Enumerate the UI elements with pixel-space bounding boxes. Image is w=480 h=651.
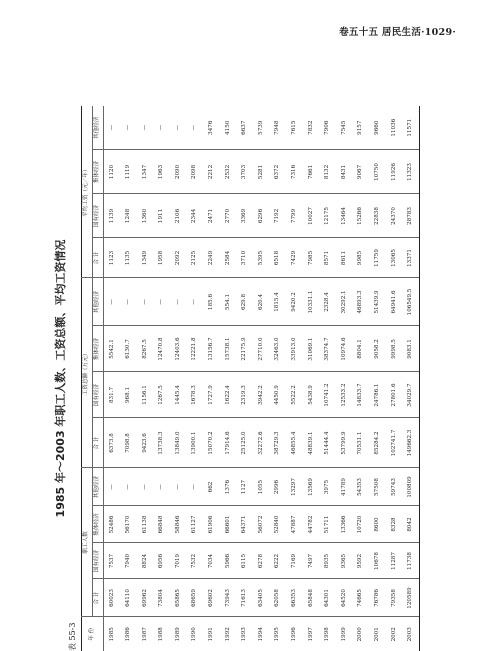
table-cell: 1911	[154, 194, 171, 238]
table-cell: 7799	[287, 194, 304, 238]
table-cell: —	[137, 278, 154, 326]
table-cell: 2532	[220, 150, 237, 194]
table-cell: —	[121, 468, 138, 506]
table-cell: 7832	[303, 106, 320, 150]
table-cell: 22175.9	[237, 326, 254, 372]
table-cell: 6115	[237, 543, 254, 579]
table-cell: 65848	[303, 579, 320, 617]
table-cell: 7316	[287, 150, 304, 194]
header-sub-total: 合 计	[93, 238, 104, 278]
table-cell: 629.8	[237, 278, 254, 326]
table-cell: 66353	[287, 579, 304, 617]
table-row	[370, 106, 387, 651]
table-cell: 6222	[270, 543, 287, 579]
year-cell: 1994	[253, 617, 270, 651]
table-cell: 9365	[336, 543, 353, 579]
table-cell: 2125	[187, 238, 204, 278]
table-cell: 13569	[303, 468, 320, 506]
year-cell: 2000	[353, 617, 370, 651]
table-cell: —	[154, 468, 171, 506]
table-cell: 1815.4	[270, 278, 287, 326]
header-sub-collective: 集体经济	[93, 326, 104, 372]
table-cell: 71613	[237, 579, 254, 617]
table-cell: 66601	[220, 506, 237, 543]
table-cell: 2212	[204, 150, 221, 194]
rotated-table-block	[52, 106, 447, 651]
table-row	[237, 106, 254, 651]
header-sub-total: 合 计	[93, 418, 104, 468]
table-number-label: 表 55-3	[68, 622, 77, 651]
header-sub-state: 国有经济	[93, 194, 104, 238]
header-sub-collective: 集体经济	[93, 506, 104, 543]
table-cell: 61138	[137, 506, 154, 543]
table-cell: 6130.7	[121, 326, 138, 372]
table-cell: 120589	[403, 579, 420, 617]
table-cell: 64371	[237, 506, 254, 543]
table-cell: 1156.1	[137, 372, 154, 418]
table-cell: 2328.4	[320, 278, 337, 326]
table-cell: 34029.7	[403, 372, 420, 418]
table-cell: 13900.1	[187, 418, 204, 468]
table-cell: 11926	[386, 150, 403, 194]
table-cell: 12533.2	[336, 372, 353, 418]
table-cell: 620.4	[253, 278, 270, 326]
table-cell: 69602	[204, 579, 221, 617]
header-row-groups	[82, 106, 93, 651]
table-cell: 56072	[253, 506, 270, 543]
table-cell: 73804	[154, 579, 171, 617]
table-cell: 1139	[104, 194, 121, 238]
table-cell: 7661	[303, 150, 320, 194]
table-cell: 3703	[237, 150, 254, 194]
table-cell: 25125.0	[237, 418, 254, 468]
table-cell: 8042	[403, 506, 420, 543]
table-cell: 13849.0	[170, 418, 187, 468]
table-cell: 61127	[187, 506, 204, 543]
table-cell: 62058	[270, 579, 287, 617]
table-cell: 38374.7	[320, 326, 337, 372]
table-cell: 8267.5	[137, 326, 154, 372]
table-row	[336, 106, 353, 651]
table-cell: 64301	[320, 579, 337, 617]
header-sub-collective: 集体经济	[93, 150, 104, 194]
table-cell: 46855.4	[287, 418, 304, 468]
table-cell: 59743	[386, 468, 403, 506]
table-cell: 13738.3	[154, 418, 171, 468]
header-wages-group: 工资总额（万元）	[82, 278, 93, 468]
table-cell: 9592	[353, 543, 370, 579]
table-cell: 8824	[137, 543, 154, 579]
table-cell: 1055	[253, 468, 270, 506]
table-cell: 11287	[386, 543, 403, 579]
table-cell: 9998.5	[386, 326, 403, 372]
table-cell: 8571	[320, 238, 337, 278]
table-cell: 3975	[320, 468, 337, 506]
table-cell: 2471	[204, 194, 221, 238]
table-cell: 66848	[154, 506, 171, 543]
table-cell: 7615	[287, 106, 304, 150]
table-cell: 76786	[370, 579, 387, 617]
table-cell: 8935	[320, 543, 337, 579]
table-cell: 22838	[370, 194, 387, 238]
table-cell: 10741.2	[320, 372, 337, 418]
table-cell: 15738.1	[220, 326, 237, 372]
table-cell: 48839.1	[303, 418, 320, 468]
table-cell: 52840	[270, 506, 287, 543]
table-cell: 44782	[303, 506, 320, 543]
table-cell: 58846	[170, 506, 187, 543]
table-cell: 3369	[237, 194, 254, 238]
table-cell: 2090	[170, 150, 187, 194]
table-cell: 54353	[353, 468, 370, 506]
table-cell: 554.1	[220, 278, 237, 326]
table-cell: 831.7	[104, 372, 121, 418]
table-cell: 9420.2	[287, 278, 304, 326]
table-cell: 13297	[287, 468, 304, 506]
table-cell: 3942.2	[253, 372, 270, 418]
table-row	[187, 106, 204, 651]
table-cell: 968.1	[121, 372, 138, 418]
table-cell: 46893.3	[353, 278, 370, 326]
table-cell: 8132	[320, 150, 337, 194]
table-cell: 8804.1	[353, 326, 370, 372]
year-cell: 1987	[137, 617, 154, 651]
table-cell: 32463.0	[270, 326, 287, 372]
table-cell: 57508	[370, 468, 387, 506]
table-cell: 8611	[336, 238, 353, 278]
table-cell: —	[137, 468, 154, 506]
table-cell: 9985	[353, 238, 370, 278]
page-header: 卷五十五 居民生活·1029·	[339, 27, 456, 38]
table-cell: 2319.3	[237, 372, 254, 418]
table-cell: 12403.6	[170, 326, 187, 372]
table-cell: 13366	[336, 506, 353, 543]
table-cell: 33913.0	[287, 326, 304, 372]
table-cell: 5739	[253, 106, 270, 150]
table-cell: 2344	[187, 194, 204, 238]
table-cell: 662	[204, 468, 221, 506]
table-cell: 74665	[353, 579, 370, 617]
table-cell: 7169	[287, 543, 304, 579]
table-cell: —	[170, 468, 187, 506]
table-cell: 10331.1	[303, 278, 320, 326]
table-cell: 5281	[253, 150, 270, 194]
table-cell: 1963	[154, 150, 171, 194]
table-cell: 149662.3	[403, 418, 420, 468]
table-cell: 10974.6	[336, 326, 353, 372]
table-cell: 5395	[253, 238, 270, 278]
table-cell: 100809	[403, 468, 420, 506]
table-cell: 2098	[187, 150, 204, 194]
table-cell: 11036	[386, 106, 403, 150]
year-cell: 1998	[320, 617, 337, 651]
table-cell: 11738	[403, 543, 420, 579]
table-cell: 27710.0	[253, 326, 270, 372]
table-cell: 7985	[303, 238, 320, 278]
table-cell: 13156.7	[204, 326, 221, 372]
year-cell: 1985	[104, 617, 121, 651]
table-cell: 1135	[121, 238, 138, 278]
table-cell: 51711	[320, 506, 337, 543]
table-row	[170, 106, 187, 651]
table-cell: 79358	[386, 579, 403, 617]
table-cell: 1127	[237, 468, 254, 506]
table-row	[353, 106, 370, 651]
table-cell: 6956	[154, 543, 171, 579]
table-cell: 6373.8	[104, 418, 121, 468]
table-row	[204, 106, 221, 651]
table-cell: 65865	[170, 579, 187, 617]
table-cell: 68659	[187, 579, 204, 617]
table-cell: 7034	[204, 543, 221, 579]
table-cell: 5438.9	[303, 372, 320, 418]
table-cell: —	[170, 106, 187, 150]
table-cell: 3476	[204, 106, 221, 150]
table-cell: 2249	[204, 238, 221, 278]
table-cell: 30292.1	[336, 278, 353, 326]
table-cell: 1727.9	[204, 372, 221, 418]
table-cell: 10750	[370, 150, 387, 194]
table-row	[287, 106, 304, 651]
table-cell: 73943	[220, 579, 237, 617]
year-cell: 1995	[270, 617, 287, 651]
table-cell: 9058.2	[370, 326, 387, 372]
year-cell: 1999	[336, 617, 353, 651]
table-cell: 11571	[403, 106, 420, 150]
table-cell: 51444.4	[320, 418, 337, 468]
table-row	[154, 106, 171, 651]
table-cell: 63405	[253, 579, 270, 617]
table-cell: 10678	[370, 543, 387, 579]
table-cell: 6637	[237, 106, 254, 150]
table-cell: 15070.2	[204, 418, 221, 468]
table-cell: —	[154, 278, 171, 326]
table-cell: 24786.1	[370, 372, 387, 418]
table-cell: 70531.1	[353, 418, 370, 468]
year-cell: 1991	[204, 617, 221, 651]
table-cell: 1267.5	[154, 372, 171, 418]
table-cell: 6278	[253, 543, 270, 579]
header-sub-other: 其他经济	[93, 106, 104, 150]
table-cell: 2092	[170, 238, 187, 278]
table-cell: —	[154, 106, 171, 150]
table-cell: 1958	[154, 238, 171, 278]
header-sub-other: 其他经济	[93, 468, 104, 506]
table-cell: 9660	[370, 106, 387, 150]
table-row	[320, 106, 337, 651]
table-cell: 106549.5	[403, 278, 420, 326]
table-cell: 5522.2	[287, 372, 304, 418]
table-cell: 7545	[336, 106, 353, 150]
table-cell: 24370	[386, 194, 403, 238]
year-cell: 1990	[187, 617, 204, 651]
table-cell: 6296	[253, 194, 270, 238]
table-cell: 28783	[403, 194, 420, 238]
header-sub-other: 其他经济	[93, 278, 104, 326]
table-cell: 1119	[121, 150, 138, 194]
year-cell: 2002	[386, 617, 403, 651]
table-cell: 4450.9	[270, 372, 287, 418]
table-cell: 6518	[270, 238, 287, 278]
table-cell: —	[121, 278, 138, 326]
table-cell: 15266	[353, 194, 370, 238]
table-cell: 17914.6	[220, 418, 237, 468]
table-cell: 5966	[220, 543, 237, 579]
table-cell: 4150	[220, 106, 237, 150]
table-cell: —	[104, 278, 121, 326]
table-cell: 7429	[287, 238, 304, 278]
table-cell: —	[187, 468, 204, 506]
table-cell: 5542.1	[104, 326, 121, 372]
table-cell: —	[104, 468, 121, 506]
table-cell: 9083.1	[403, 326, 420, 372]
table-cell: —	[104, 106, 121, 150]
year-cell: 1996	[287, 617, 304, 651]
data-table	[81, 106, 420, 651]
table-cell: 38729.3	[270, 418, 287, 468]
table-cell: —	[187, 106, 204, 150]
year-cell: 1992	[220, 617, 237, 651]
table-cell: 1120	[104, 150, 121, 194]
table-cell: 11323	[403, 150, 420, 194]
table-cell: 1349	[137, 238, 154, 278]
table-cell: 12470.8	[154, 326, 171, 372]
table-row	[121, 106, 138, 651]
year-cell: 2003	[403, 617, 420, 651]
table-row	[104, 106, 121, 651]
header-row-sub	[93, 106, 104, 651]
table-cell: 7948	[270, 106, 287, 150]
table-cell: 8431	[336, 150, 353, 194]
table-cell: —	[187, 278, 204, 326]
table-cell: 13371	[403, 238, 420, 278]
table-cell: 7019	[170, 543, 187, 579]
table-cell: —	[137, 106, 154, 150]
table-cell: 7940	[121, 543, 138, 579]
table-cell: 2584	[220, 238, 237, 278]
table-cell: 7192	[270, 194, 287, 238]
table-cell: 1622.4	[220, 372, 237, 418]
header-avg-group: 平均工资（元／年）	[82, 106, 93, 278]
table-cell: 10720	[353, 506, 370, 543]
table-cell: 2770	[220, 194, 237, 238]
table-cell: 1678.3	[187, 372, 204, 418]
table-cell: 102741.7	[386, 418, 403, 468]
table-row	[270, 106, 287, 651]
table-cell: 3710	[237, 238, 254, 278]
table-cell: 6372	[270, 150, 287, 194]
table-cell: 53799.9	[336, 418, 353, 468]
table-cell: 41789	[336, 468, 353, 506]
table-cell: 10027	[303, 194, 320, 238]
table-cell: 1123	[104, 238, 121, 278]
table-cell: 7537	[104, 543, 121, 579]
table-cell: 2106	[170, 194, 187, 238]
table-cell: 47887	[287, 506, 304, 543]
table-cell: 60023	[104, 579, 121, 617]
header-sub-state: 国有经济	[93, 372, 104, 418]
table-row	[403, 106, 420, 651]
table-cell: 11759	[370, 238, 387, 278]
table-cell: 85284.2	[370, 418, 387, 468]
table-cell: 52486	[104, 506, 121, 543]
table-cell: 1347	[137, 150, 154, 194]
table-cell: 185.6	[204, 278, 221, 326]
table-cell: 32272.6	[253, 418, 270, 468]
table-cell: 64520	[336, 579, 353, 617]
table-cell: 9067	[353, 150, 370, 194]
table-cell: 69962	[137, 579, 154, 617]
table-title: 1985 年～2003 年职工人数、工资总额、平均工资情况	[54, 239, 67, 518]
table-cell: 8328	[386, 506, 403, 543]
table-cell: —	[121, 106, 138, 150]
year-cell: 1986	[121, 617, 138, 651]
table-cell: 1445.4	[170, 372, 187, 418]
table-cell: 14833.7	[353, 372, 370, 418]
table-cell: —	[170, 278, 187, 326]
table-row	[220, 106, 237, 651]
year-cell: 1988	[154, 617, 171, 651]
table-cell: 1248	[121, 194, 138, 238]
year-cell: 2001	[370, 617, 387, 651]
header-workers-group: 职工人数	[82, 468, 93, 617]
table-row	[303, 106, 320, 651]
year-cell: 1993	[237, 617, 254, 651]
table-cell: 7098.8	[121, 418, 138, 468]
header-year: 年 份	[82, 617, 104, 651]
table-cell: 51439.9	[370, 278, 387, 326]
table-row	[386, 106, 403, 651]
table-cell: 64110	[121, 579, 138, 617]
table-cell: 56170	[121, 506, 138, 543]
table-cell: 12175	[320, 194, 337, 238]
table-cell: 7532	[187, 543, 204, 579]
table-row	[253, 106, 270, 651]
header-sub-state: 国有经济	[93, 543, 104, 579]
table-cell: 13464	[336, 194, 353, 238]
table-row	[137, 106, 154, 651]
table-cell: 1376	[220, 468, 237, 506]
table-cell: 13065	[386, 238, 403, 278]
table-cell: 1360	[137, 194, 154, 238]
table-cell: 9423.6	[137, 418, 154, 468]
header-sub-total: 合 计	[93, 579, 104, 617]
table-cell: 8600	[370, 506, 387, 543]
table-cell: 64941.6	[386, 278, 403, 326]
year-cell: 1997	[303, 617, 320, 651]
table-cell: 7906	[320, 106, 337, 150]
table-cell: 61906	[204, 506, 221, 543]
year-cell: 1989	[170, 617, 187, 651]
table-cell: 2996	[270, 468, 287, 506]
table-cell: 9157	[353, 106, 370, 150]
table-cell: 12221.8	[187, 326, 204, 372]
table-cell: 31069.1	[303, 326, 320, 372]
table-cell: 7497	[303, 543, 320, 579]
table-cell: 27801.6	[386, 372, 403, 418]
